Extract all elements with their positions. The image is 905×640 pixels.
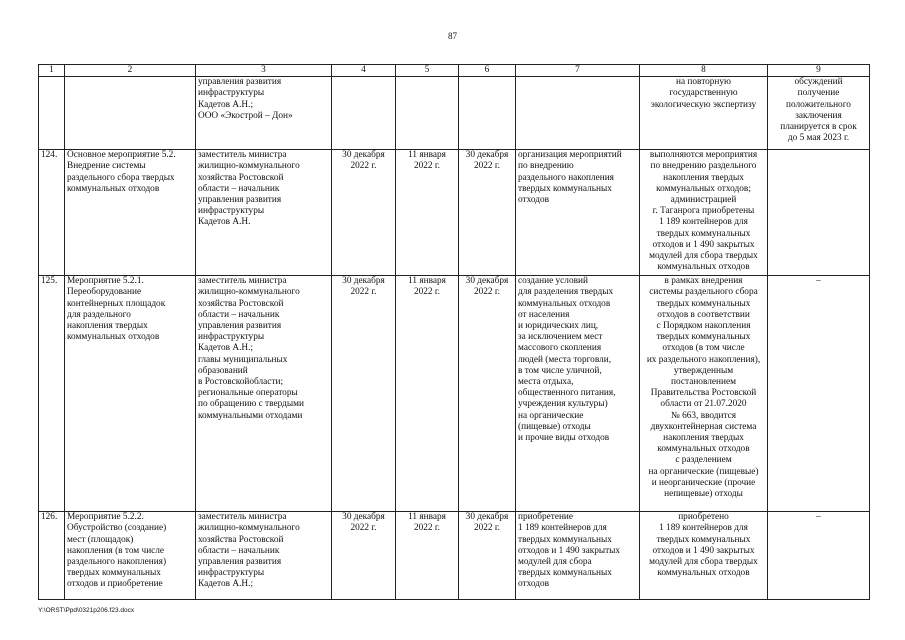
responsible-cell: заместитель министра жилищно-коммунального хозяйства Ростовской области – начальник управления развития инфраструктуры Кадетов А.Н. <box>196 150 332 276</box>
row-number-cell: 125. <box>39 276 65 512</box>
measure-name-cell: Основное мероприятие 5.2. Внедрение системы раздельного сбора твердых коммунальных отходов <box>65 150 196 276</box>
notes-cell: – <box>768 512 870 600</box>
notes-cell: – <box>768 276 870 512</box>
expected-result-cell: создание условий для разделения твердых коммунальных отходов от населения и юридических лиц, за исключением мест массового скопления людей (места торговли, в том числе уличной, места отдыха, общественного питания, учреждения культуры) на органические (пищевые) отходы и прочие виды отходов <box>516 276 640 512</box>
column-header-3: 3 <box>196 65 332 77</box>
expected-result-cell: приобретение 1 189 контейнеров для твердых коммунальных отходов и 1 490 закрытых модулей для сбора твердых коммунальных отходов <box>516 512 640 600</box>
planned-date-cell <box>332 77 396 150</box>
end-date-cell: 30 декабря 2022 г. <box>459 276 516 512</box>
planned-date-cell: 30 декабря 2022 г. <box>332 150 396 276</box>
start-date-cell: 11 января 2022 г. <box>396 512 459 600</box>
file-path-footer: Y:\ORST\Ppd\0321p206.f23.docx <box>38 607 135 614</box>
end-date-cell: 30 декабря 2022 г. <box>459 150 516 276</box>
end-date-cell: 30 декабря 2022 г. <box>459 512 516 600</box>
notes-cell <box>768 150 870 276</box>
column-header-4: 4 <box>332 65 396 77</box>
responsible-cell: заместитель министра жилищно-коммунального хозяйства Ростовской области – начальник управления развития инфраструктуры Кадетов А.Н.; <box>196 512 332 600</box>
notes-cell: обсуждений получение положительного заключения планируется в срок до 5 мая 2023 г. <box>768 77 870 150</box>
planned-date-cell: 30 декабря 2022 г. <box>332 276 396 512</box>
actual-result-cell: выполняются мероприятия по внедрению раздельного накопления твердых коммунальных отходов; администрацией г. Таганрога приобретены 1 189 контейнеров для твердых коммунальных отходов и 1 490 закрытых модулей для сбора твердых коммунальных отходов <box>640 150 768 276</box>
row-number-cell: 124. <box>39 150 65 276</box>
column-header-2: 2 <box>65 65 196 77</box>
column-header-8: 8 <box>640 65 768 77</box>
table-row <box>39 512 870 600</box>
start-date-cell <box>396 77 459 150</box>
table-row <box>39 276 870 512</box>
actual-result-cell: приобретено 1 189 контейнеров для твердых коммунальных отходов и 1 490 закрытых модулей для сбора твердых коммунальных отходов <box>640 512 768 600</box>
end-date-cell <box>459 77 516 150</box>
report-table <box>38 64 870 600</box>
expected-result-cell <box>516 77 640 150</box>
start-date-cell: 11 января 2022 г. <box>396 276 459 512</box>
column-header-7: 7 <box>516 65 640 77</box>
column-header-9: 9 <box>768 65 870 77</box>
responsible-cell: управления развития инфраструктуры Кадетов А.Н.; ООО «Экострой – Дон» <box>196 77 332 150</box>
row-number-cell <box>39 77 65 150</box>
table-row <box>39 150 870 276</box>
actual-result-cell: на повторную государственную экологическую экспертизу <box>640 77 768 150</box>
start-date-cell: 11 января 2022 г. <box>396 150 459 276</box>
column-header-6: 6 <box>459 65 516 77</box>
row-number-cell: 126. <box>39 512 65 600</box>
column-header-5: 5 <box>396 65 459 77</box>
measure-name-cell: Мероприятие 5.2.1. Переоборудование контейнерных площадок для раздельного накопления твердых коммунальных отходов <box>65 276 196 512</box>
table-row <box>39 77 870 150</box>
actual-result-cell: в рамках внедрения системы раздельного сбора твердых коммунальных отходов в соответствии с Порядком накопления твердых коммунальных отходов (в том числе их раздельного накопления), утвержденным постановлением Правительства Ростовской области от 21.07.2020 № 663, вводится двухконтейнерная система накопления твердых коммунальных отходов с разделением на органические (пищевые) и неорганические (прочие непищевые) отходы <box>640 276 768 512</box>
responsible-cell: заместитель министра жилищно-коммунального хозяйства Ростовской области – начальник управления развития инфраструктуры Кадетов А.Н.; главы муниципальных образований в Ростовскойобласти; региональные операторы по обращению с твердыми коммунальными отходами <box>196 276 332 512</box>
measure-name-cell: Мероприятие 5.2.2. Обустройство (создание) мест (площадок) накопления (в том числе раздельного накопления) твердых коммунальных отходов и приобретение <box>65 512 196 600</box>
expected-result-cell: организация мероприятий по внедрению раздельного накопления твердых коммунальных отходов <box>516 150 640 276</box>
header-row <box>39 65 870 77</box>
page-number: 87 <box>448 31 457 41</box>
planned-date-cell: 30 декабря 2022 г. <box>332 512 396 600</box>
measure-name-cell <box>65 77 196 150</box>
column-header-1: 1 <box>39 65 65 77</box>
